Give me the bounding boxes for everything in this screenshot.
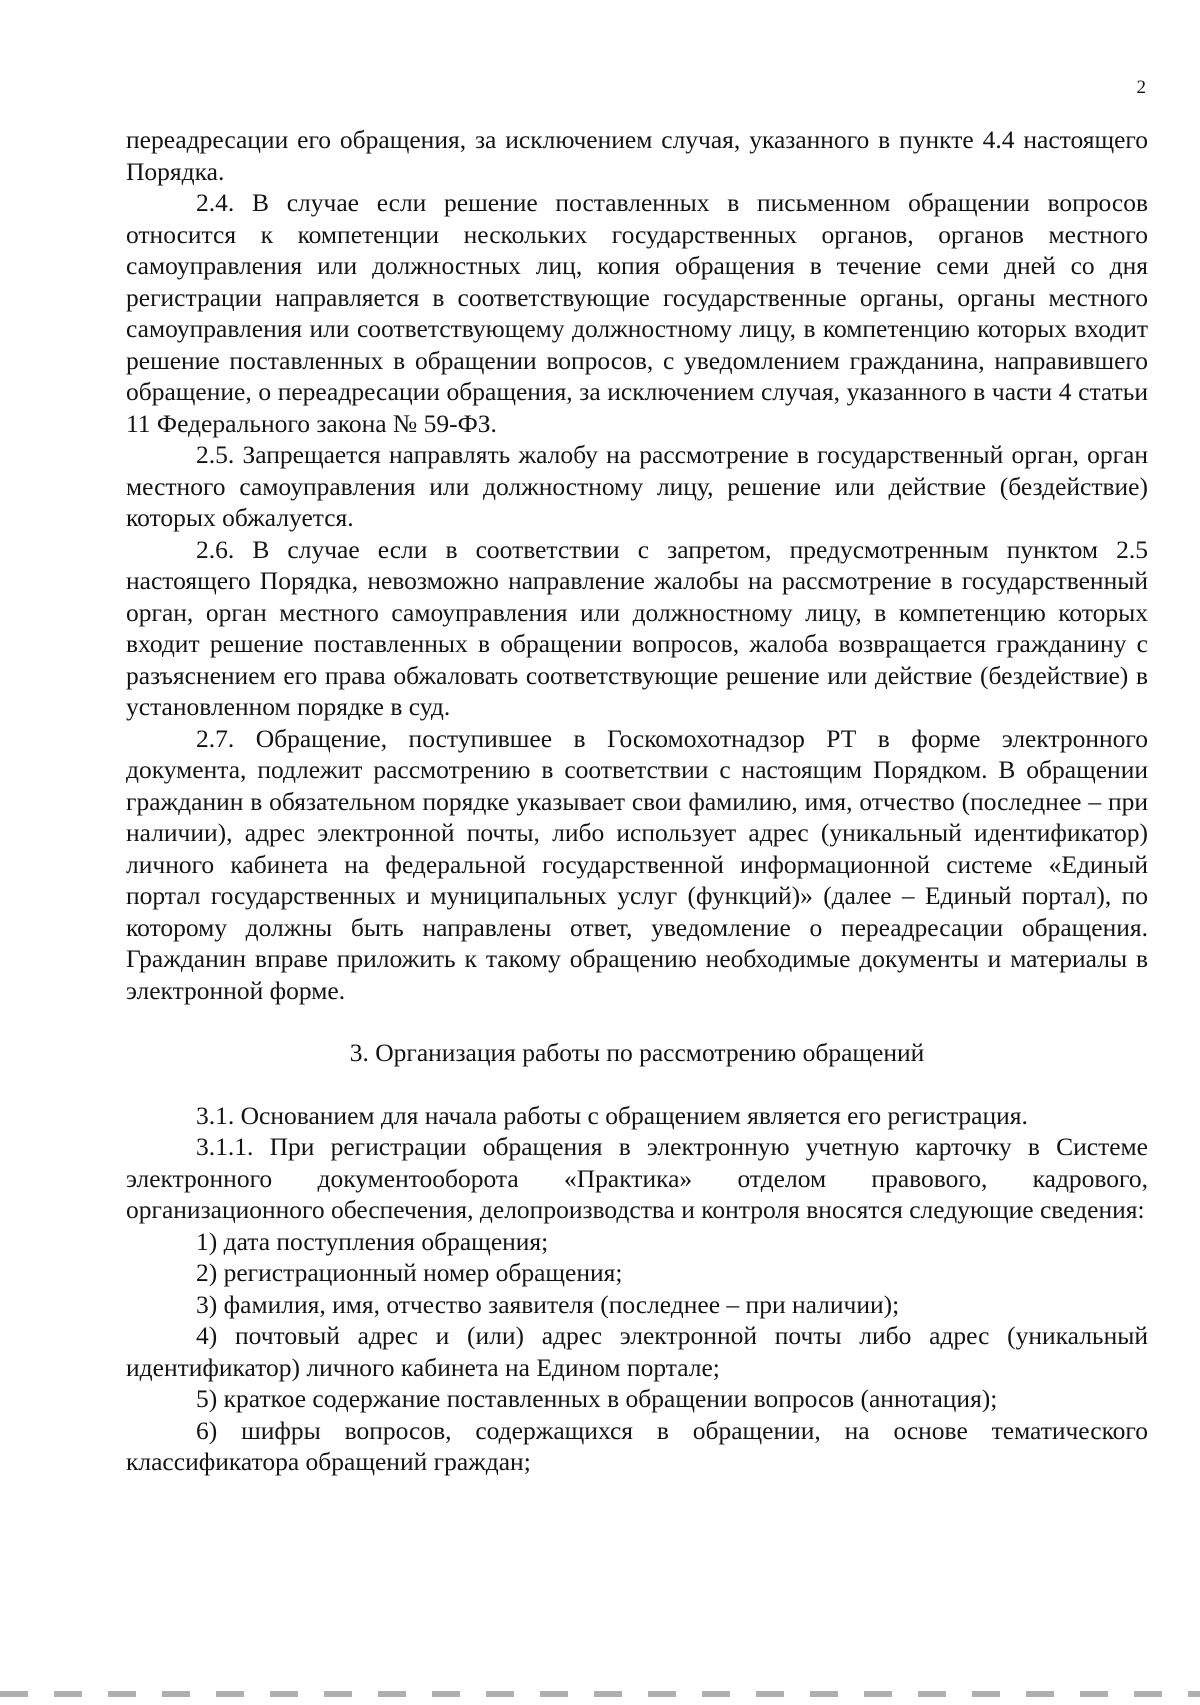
paragraph-2-7: 2.7. Обращение, поступившее в Госкомохотнадзор РТ в форме электронного документа, подлежит рассмотрению в соответствии с настоящим Порядком. В обращении гражданин в обязательном порядке указывает свои фамилию, имя, отчество (последнее – при наличии), адрес электронной почты, либо использует адрес (уникальный идентификатор) личного кабинета на федеральной государственной информационной системе «Единый портал государственных и муниципальных услуг (функций)» (далее – Единый портал), по которому должны быть направлены ответ, уведомление о переадресации обращения. Гражданин вправе приложить к такому обращению необходимые документы и материалы в электронной форме.	[126, 723, 1148, 1005]
paragraph-2-5: 2.5. Запрещается направлять жалобу на рассмотрение в государственный орган, орган местного самоуправления или должностному лицу, решение или действие (бездействие) которых обжалуется.	[126, 440, 1148, 532]
section-heading: 3. Организация работы по рассмотрению обращений	[349, 1038, 925, 1067]
list-item: 1) дата поступления обращения;	[196, 1226, 549, 1256]
document-body	[126, 124, 1148, 1478]
list-item: 6) шифры вопросов, содержащихся в обращении, на основе тематического классификатора обращений граждан;	[126, 1415, 1148, 1476]
paragraph-2-4: 2.4. В случае если решение поставленных в письменном обращении вопросов относится к компетенции нескольких государственных органов, органов местного самоуправления или должностных лиц, копия обращения в течение семи дней со дня регистрации направляется в соответствующие государственные органы, органы местного самоуправления или соответствующему должностному лицу, в компетенцию которых входит решение поставленных в обращении вопросов, с уведомлением гражданина, направившего обращение, о переадресации обращения, за исключением случая, указанного в части 4 статьи 11 Федерального закона № 59-ФЗ.	[126, 188, 1148, 438]
paragraph-2-6: 2.6. В случае если в соответствии с запретом, предусмотренным пунктом 2.5 настоящего Порядка, невозможно направление жалобы на рассмотрение в государственный орган, орган местного самоуправления или должностному лицу, в компетенцию которых входит решение поставленных в обращении вопросов, жалоба возвращается гражданину с разъяснением его права обжаловать соответствующие решение или действие (бездействие) в установленном порядке в суд.	[126, 534, 1148, 721]
paragraph-3-1: 3.1. Основанием для начала работы с обращением является его регистрация.	[196, 1100, 1028, 1130]
scan-edge-marks	[0, 1691, 1200, 1697]
list-item: 3) фамилия, имя, отчество заявителя (последнее – при наличии);	[196, 1289, 900, 1319]
list-item: 2) регистрационный номер обращения;	[196, 1258, 623, 1287]
paragraph-continuation: переадресации его обращения, за исключением случая, указанного в пункте 4.4 настоящего Порядка.	[126, 125, 1148, 186]
list-item: 4) почтовый адрес и (или) адрес электронной почты либо адрес (уникальный идентификатор) личного кабинета на Едином портале;	[126, 1321, 1148, 1382]
page-number: 2	[1136, 77, 1146, 98]
paragraph-3-1-1: 3.1.1. При регистрации обращения в электронную учетную карточку в Системе электронного документооборота «Практика» отделом правового, кадрового, организационного обеспечения, делопроизводства и контроля вносятся следующие сведения:	[126, 1132, 1148, 1224]
list-item: 5) краткое содержание поставленных в обращении вопросов (аннотация);	[196, 1384, 998, 1413]
